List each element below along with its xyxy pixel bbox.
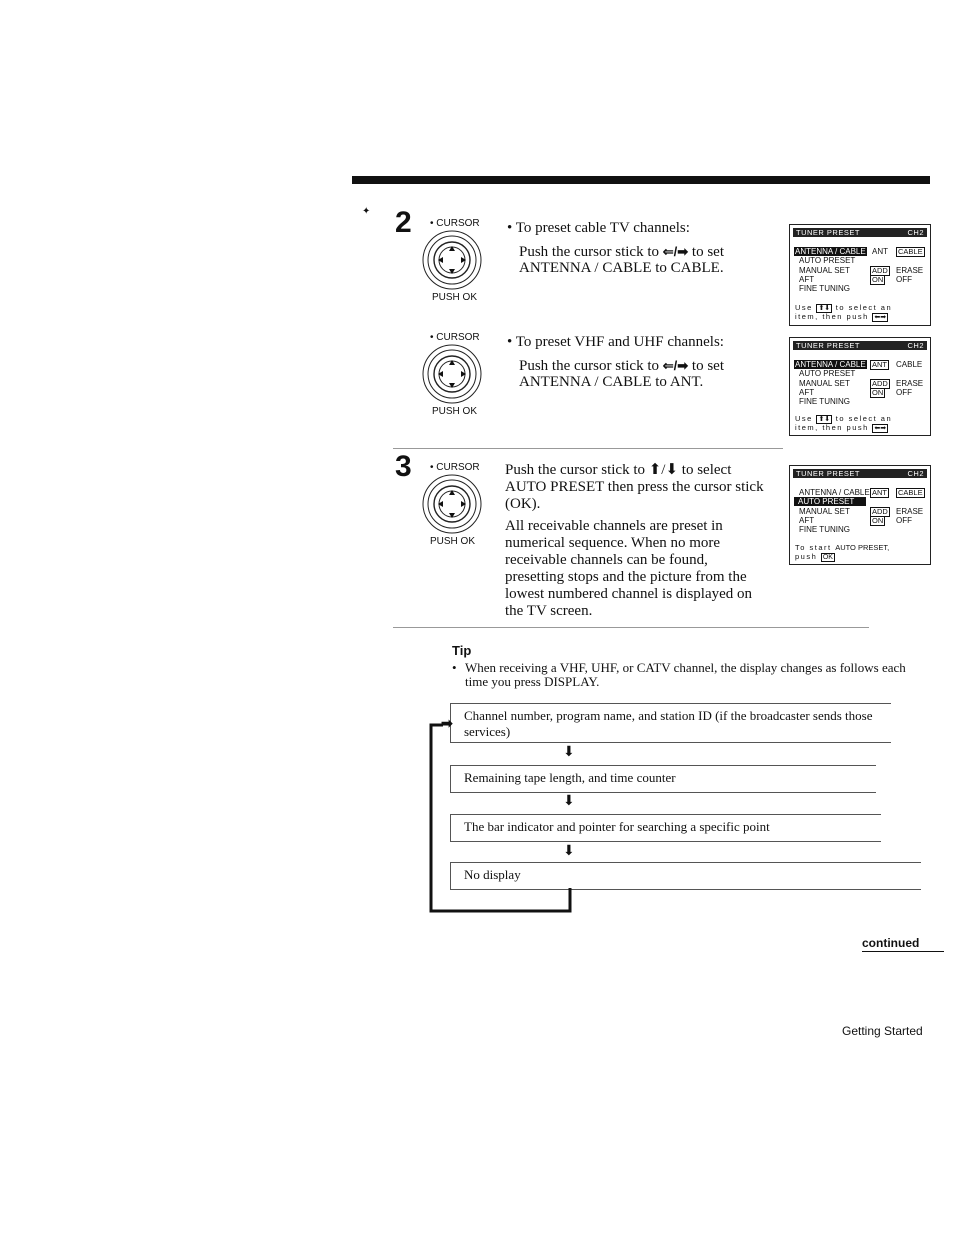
osd-on-option: ON [872,516,884,525]
osd-off-option: OFF [896,388,912,397]
osd-off-option: OFF [896,516,912,525]
step-number-2: 2 [395,206,412,239]
down-arrow-icon: ⬇ [563,843,575,859]
continued-underline [862,951,944,952]
osd-auto-preset: AUTO PRESET [799,369,856,378]
up-down-key-icon: ⬆⬇ [818,416,831,423]
flow-text-line: The bar indicator and pointer for searching a specific point [464,819,770,834]
up-down-key-icon: ⬆⬇ [818,305,831,312]
left-right-key-icon: ⬅➡ [874,425,887,432]
osd-header-title: TUNER PRESET [796,228,860,237]
cable-bullet: • To preset cable TV channels: [507,220,690,236]
loop-back-arrow [425,700,575,916]
tip-text-line2: time you press DISPLAY. [465,674,600,689]
osd-header-title: TUNER PRESET [796,469,860,478]
step3-p1-line: Push the cursor stick to ⬆/⬇ to select [505,462,732,478]
osd-add-option: ADD [872,379,888,388]
osd-manual-set: MANUAL SET [799,379,850,388]
section-footer: Getting Started [842,1024,923,1038]
vhf-line1-text: Push the cursor stick to [519,358,659,374]
osd-on-option: ON [872,388,884,397]
down-arrow-icon: ⬇ [563,793,575,809]
osd-on-option: ON [872,275,884,284]
osd-foot-push: push [795,552,818,561]
joystick-push-ok-label: PUSH OK [432,292,478,303]
osd-auto-preset-selected: AUTO PRESET [794,497,866,506]
cursor-stick-icon [420,228,484,292]
osd-manual-set: MANUAL SET [799,266,850,275]
step3-p2-line: All receivable channels are preset in [505,518,723,534]
continued-label: continued [862,936,920,950]
osd-erase-option: ERASE [896,266,924,275]
step3-p1-line: (OK). [505,496,541,512]
left-right-arrows-icon: ⇐/➡ [662,244,689,259]
osd-foot-select: to select an [835,414,893,423]
osd-auto-preset: AUTO PRESET [799,256,856,265]
osd-antenna-cable-selected: ANTENNA / CABLE [795,360,866,369]
osd-header [793,469,927,478]
osd-ant-option-boxed: ANT [872,488,887,497]
section-top-bar [352,176,930,184]
tip-heading: Tip [452,643,472,658]
step3-p2-line: presetting stops and the picture from the [505,569,747,585]
osd-foot-use: Use [795,414,813,423]
osd-footer-line2 [795,423,888,433]
cable-instruction-line1 [519,243,724,261]
joystick-push-ok-label-2: PUSH OK [432,406,478,417]
osd-add-option: ADD [872,266,888,275]
joystick-cursor-label: • CURSOR [430,218,480,229]
step3-paragraph1 [505,462,780,513]
osd-row-antenna [794,360,867,369]
osd-aft: AFT [799,275,815,284]
flow-text-line: services) [464,724,511,739]
vhf-line1-end: to set [691,358,724,374]
osd-foot-to-start: To start [795,543,832,552]
cable-line1-end: to set [691,244,724,260]
flow-text-line: Channel number, program name, and station ID (if the broadcaster sends those [464,708,873,723]
osd-aft: AFT [799,388,815,397]
osd-header-channel: CH2 [907,228,924,237]
osd-foot-use: Use [795,303,813,312]
osd-header [793,341,927,350]
osd-header-channel: CH2 [907,469,924,478]
step-divider [393,448,783,449]
osd-ant-option-boxed: ANT [872,360,887,369]
osd-erase-option: ERASE [896,379,924,388]
osd-header-channel: CH2 [907,341,924,350]
osd-foot-select: to select an [835,303,893,312]
step3-p2-line: lowest numbered channel is displayed on [505,586,753,602]
step3-p2-line: the TV screen. [505,603,593,619]
cursor-stick-icon [420,472,484,536]
cable-instruction-line2: ANTENNA / CABLE to CABLE. [519,260,724,276]
osd-foot-auto-preset: AUTO PRESET, [835,543,890,552]
margin-mark: ✦ [362,206,371,217]
osd-row-auto-preset [794,497,866,506]
osd-aft: AFT [799,516,815,525]
flow-text-line: Remaining tape length, and time counter [464,770,676,785]
osd-footer-line2 [795,312,888,322]
vhf-bullet: • To preset VHF and UHF channels: [507,334,724,350]
tip-text-line1: When receiving a VHF, UHF, or CATV channel, the display changes as follows each [465,660,906,675]
osd-foot-push: item, then push [795,312,869,321]
joystick-cursor-label-3: • CURSOR [430,462,480,473]
osd-screen-ant [789,337,931,436]
osd-fine-tuning: FINE TUNING [799,397,850,406]
left-right-key-icon: ⬅➡ [874,314,887,321]
step3-p2-line: receivable channels can be found, [505,552,708,568]
loop-arrow-icon: ➡ [441,715,453,731]
osd-cable-option: CABLE [898,488,923,497]
flow-text-line: No display [464,867,521,882]
osd-header-title: TUNER PRESET [796,341,860,350]
osd-fine-tuning: FINE TUNING [799,525,850,534]
osd-fine-tuning: FINE TUNING [799,284,850,293]
tip-divider [393,627,869,628]
step-number-3: 3 [395,450,412,483]
osd-footer-line3 [795,543,889,552]
cursor-stick-icon [420,342,484,406]
osd-manual-set: MANUAL SET [799,507,850,516]
vhf-instruction-line1 [519,357,724,375]
tip-text [465,661,906,689]
osd-header [793,228,927,237]
vhf-instruction-line2: ANTENNA / CABLE to ANT. [519,374,704,390]
osd-screen-cable [789,224,931,326]
ok-key-icon: OK [822,554,833,561]
osd-erase-option: ERASE [896,507,924,516]
osd-off-option: OFF [896,275,912,284]
osd-add-option: ADD [872,507,888,516]
osd-antenna-cable-selected: ANTENNA / CABLE [795,247,866,256]
cable-line1-text: Push the cursor stick to [519,244,659,260]
osd-footer-line4 [795,552,835,562]
osd-foot-push: item, then push [795,423,869,432]
osd-cable-option: CABLE [896,360,923,369]
step3-p1-line: AUTO PRESET then press the cursor stick [505,479,764,495]
tip-bullet: • [452,660,457,675]
osd-ant-option: ANT [872,247,888,256]
left-right-arrows-icon: ⇐/➡ [662,358,689,373]
osd-row-antenna [794,247,867,256]
joystick-cursor-label-2: • CURSOR [430,332,480,343]
joystick-push-ok-label-3: PUSH OK [430,536,476,547]
down-arrow-icon: ⬇ [563,744,575,760]
osd-screen-auto-preset [789,465,931,565]
osd-antenna-cable: ANTENNA / CABLE [799,488,870,497]
step3-p2-line: numerical sequence. When no more [505,535,721,551]
step3-paragraph2 [505,518,780,620]
osd-cable-option-boxed: CABLE [898,247,923,256]
